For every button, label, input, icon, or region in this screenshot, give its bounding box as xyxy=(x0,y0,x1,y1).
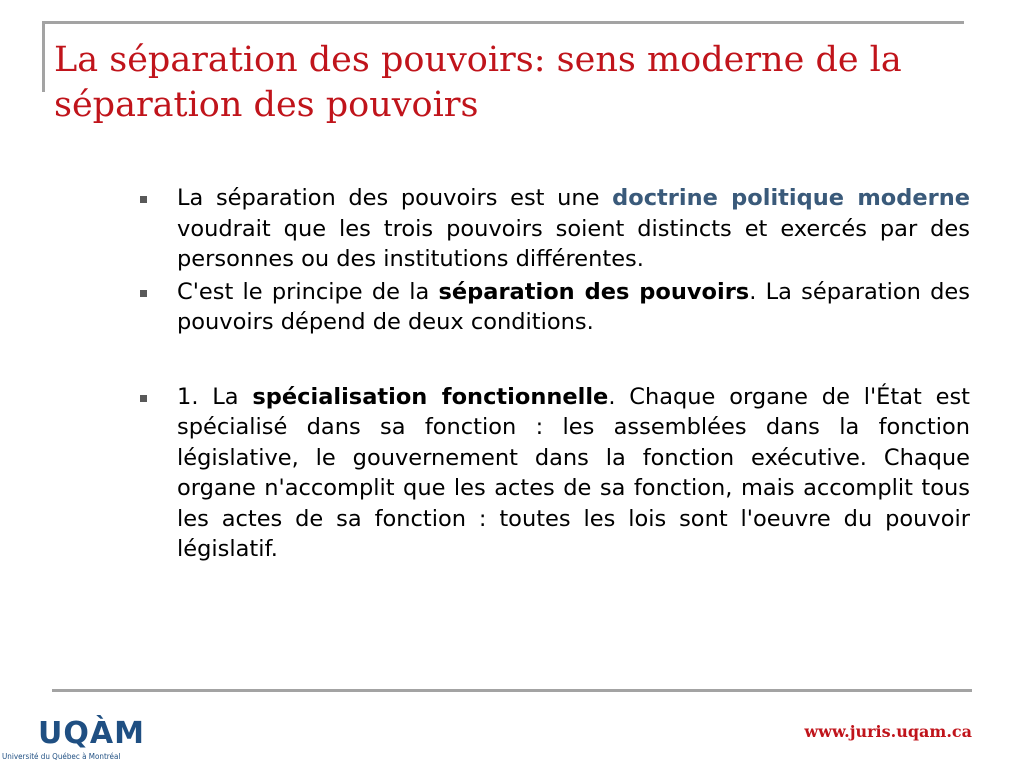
slide-title: La séparation des pouvoirs: sens moderne de la séparation des pouvoirs xyxy=(54,40,902,125)
bullet-text-post: voudrait que les trois pouvoirs soient distincts et exercés par des personnes ou des institutions différentes. xyxy=(177,215,970,272)
bullet-item xyxy=(140,382,970,565)
bullet-emphasis: séparation des pouvoirs xyxy=(438,278,750,305)
square-bullet-icon xyxy=(140,395,147,402)
bottom-rule xyxy=(52,689,972,692)
bullet-emphasis: doctrine politique moderne xyxy=(612,185,970,211)
bullet-text-post: . Chaque organe de l'État est spécialisé dans sa fonction : les assemblées dans la fonction législative, le gouvernement dans la fonction exécutive. Chaque organe n'accomplit que les actes de sa fonction, mais accomplit tous les actes de sa fonction : toutes les lois sont l'oeuvre du pouvoir législatif. xyxy=(177,383,970,562)
uqam-logo xyxy=(2,718,152,766)
logo-wordmark: UQÀM xyxy=(38,716,145,751)
bullet-text-post: . La séparation des pouvoirs dépend de deux conditions. xyxy=(177,278,970,335)
bullet-item xyxy=(140,183,970,275)
bullet-item xyxy=(140,277,970,338)
top-rule xyxy=(42,21,964,24)
square-bullet-icon xyxy=(140,196,147,203)
bullet-text-pre: La séparation des pouvoirs est une xyxy=(177,185,613,211)
logo-subtitle: Université du Québec à Montréal xyxy=(2,752,121,761)
side-rule xyxy=(42,24,45,92)
bullet-emphasis: spécialisation fonctionnelle xyxy=(252,383,609,410)
square-bullet-icon xyxy=(140,290,147,297)
footer-url: www.juris.uqam.ca xyxy=(804,722,972,741)
bullet-text-pre: 1. La xyxy=(177,383,253,410)
bullet-list xyxy=(140,183,970,567)
bullet-text-pre: C'est le principe de la xyxy=(177,278,439,305)
